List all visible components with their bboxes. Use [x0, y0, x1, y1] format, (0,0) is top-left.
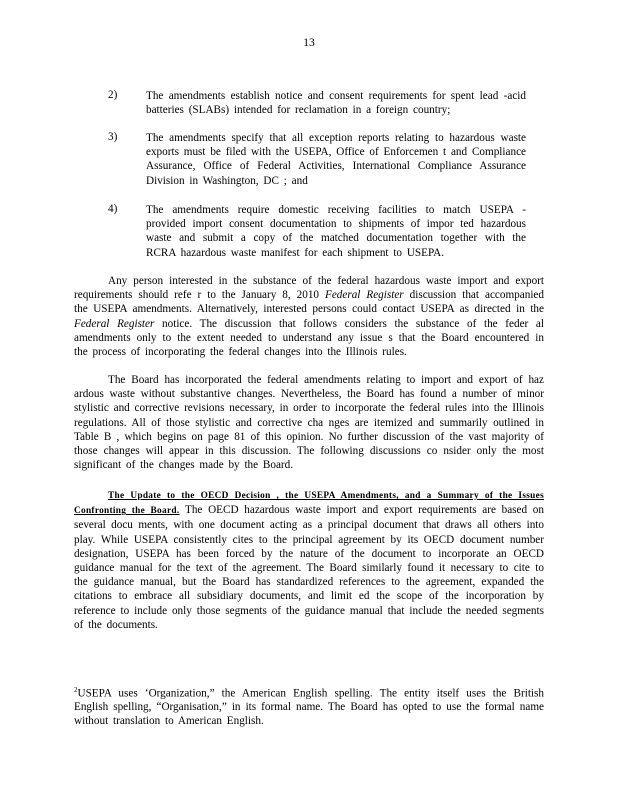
federal-register-italic: Federal Register	[325, 289, 404, 302]
issues-section	[74, 488, 544, 632]
footnote	[74, 684, 544, 729]
section-text: The OECD hazardous waste import and export requirements are based on several docu ments, with one document acting as a principal document that draws all others into play. While USEPA consistently cites to the principal agreement by its OECD document number designation, USEPA has been forced by the nature of the document to incorporate an OECD guidance manual for the text of the agreement. The Board similarly found it necessary to cite to the guidance manual, but the Board has standardized references to the agreement, expanded the citations to embrace all subsidiary documents, and limit ed the scope of the incorporation by reference to include only those segments of the guidance manual that include the needed segments of the documents.	[74, 504, 544, 631]
item-text: The amendments specify that all exception reports relating to hazardous waste exports must be filed with the USEPA, Office of Enforcemen t and Compliance Assurance, Office of Federal Activities, International Compliance Assurance Division in Washington, DC ; and	[146, 132, 526, 187]
footnote-text: USEPA uses ‘Organization,” the American English spelling. The entity itself uses the British English spelling, “Organisation,” in its formal name. The Board has opted to use the formal name without translation to American English.	[74, 687, 544, 727]
section-heading: The Update to the OECD Decision , the USEPA Amendments, and a Summary of the Issues Confronting the Board.	[74, 491, 544, 517]
item-text: The amendments establish notice and consent requirements for spent lead -acid batteries (SLABs) intended for reclamation in a foreign country;	[146, 90, 526, 117]
footnote-marker: 2	[74, 686, 78, 694]
item-text: The amendments require domestic receiving facilities to match USEPA - provided import consent documentation to shipments of impor ted hazardous waste and submit a copy of the matched documentation together with the RCRA hazardous waste manifest for each shipment to USEPA.	[146, 204, 526, 259]
federal-register-italic-2: Federal Register	[74, 317, 155, 330]
item-number: 4)	[108, 203, 118, 215]
paragraph-board-incorporated: The Board has incorporated the federal amendments relating to import and export of haz ardous waste without substantive changes. Nevertheless, the Board has found a number of minor stylistic and corrective revisions necessary, in order to incorporate the federal rules into the Illinois regulations. All of those stylistic and corrective cha nges are itemized and summarily outlined in Table B , which begins on page 81 of this opinion. No further discussion of the vast majority of those changes will appear in this discussion. The following discussions co nsider only the most significant of the changes made by the Board.	[74, 374, 544, 472]
paragraph-interested-persons: Any person interested in the substance of the federal hazardous waste import and export requirements should refe r to the January 8, 2010 Federal Register discussion that accompanied the USEPA amendments. Alternatively, interested persons could contact USEPA as directed in the Federal Register notice. The discussion that follows considers the substance of the feder al amendments only to the extent needed to understand any issue s that the Board encountered in the process of incorporating the federal changes into the Illinois rules.	[74, 275, 545, 359]
item-number: 3)	[108, 131, 118, 143]
page-number: 13	[303, 37, 315, 49]
item-number: 2)	[108, 89, 118, 101]
